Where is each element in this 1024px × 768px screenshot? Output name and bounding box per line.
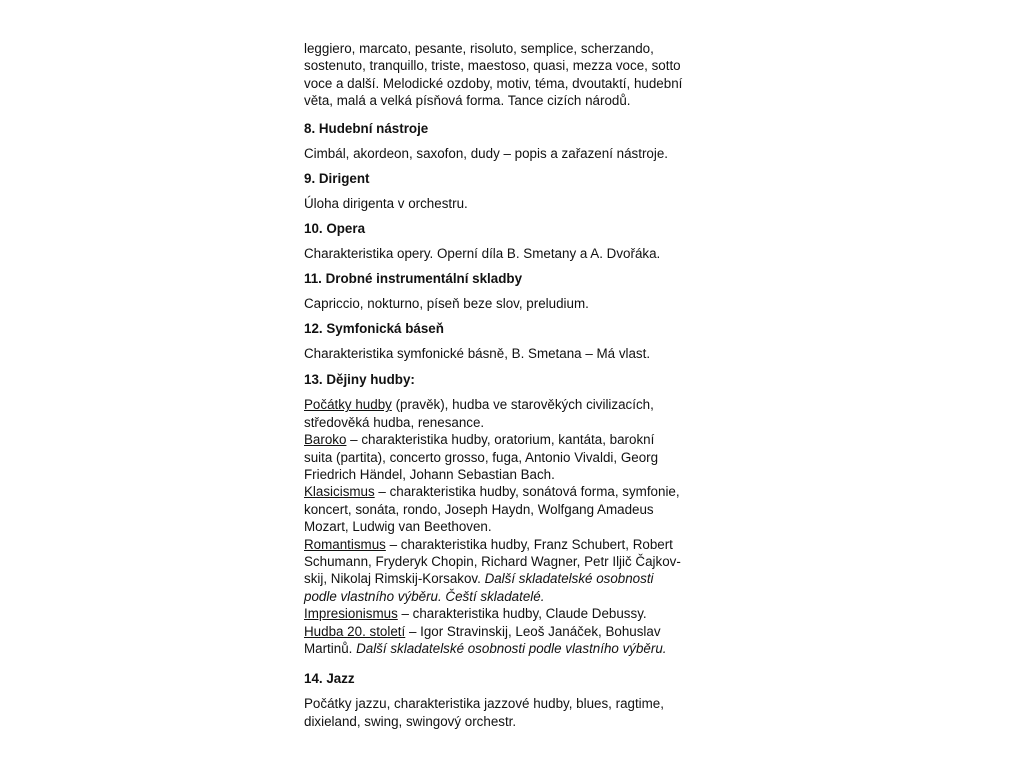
italic-note: Další skladatelské osobnosti [484,571,654,587]
history-romantismus [304,536,724,553]
period-term: Romantismus [304,536,386,552]
history-pocatky [304,396,724,413]
section-heading: 13. Dějiny hudby: [304,372,415,387]
section-text: Charakteristika symfonické básně, B. Smetana – Má vlast. [304,346,651,362]
text-line: Mozart, Ludwig van Beethoven. [304,519,492,535]
section-10 [304,220,724,263]
period-text: – charakteristika hudby, Claude Debussy. [397,606,647,622]
section-11 [304,270,724,313]
text-line: sostenuto, tranquillo, triste, maestoso, quasi, mezza voce, sotto [304,58,681,74]
section-heading: 9. Dirigent [304,171,370,186]
period-term: Počátky hudby [304,397,392,413]
history-hudba-20 [304,623,724,640]
text-line [304,640,724,657]
section-heading: 12. Symfonická báseň [304,321,444,336]
section-9 [304,170,724,213]
period-term: Impresionismus [304,606,398,622]
text-line: koncert, sonáta, rondo, Joseph Haydn, Wolfgang Amadeus [304,501,654,517]
text-line: Počátky jazzu, charakteristika jazzové hudby, blues, ragtime, [304,696,664,712]
period-text: – charakteristika hudby, sonátová forma, symfonie, [374,484,680,500]
section-12 [304,320,724,363]
history-impresionismus [304,605,724,622]
text-span: Martinů. [304,641,357,657]
history-klasicismus [304,483,724,500]
period-term: Klasicismus [304,484,375,500]
text-line: Schumann, Fryderyk Chopin, Richard Wagner, Petr Iljič Čajkov- [304,554,681,570]
period-text: (pravěk), hudba ve starověkých civilizacích, [391,397,654,413]
text-line: suita (partita), concerto grosso, fuga, Antonio Vivaldi, Georg [304,449,659,465]
period-term: Baroko [304,432,347,448]
text-span: skij, Nikolaj Rimskij-Korsakov. [304,571,485,587]
text-line: dixieland, swing, swingový orchestr. [304,713,517,729]
text-line: věta, malá a velká písňová forma. Tance cizích národů. [304,93,631,109]
section-heading: 14. Jazz [304,671,355,686]
text-line: leggiero, marcato, pesante, risoluto, semplice, scherzando, [304,41,654,56]
period-text: – charakteristika hudby, oratorium, kantáta, barokní [346,432,655,448]
section-heading: 11. Drobné instrumentální skladby [304,271,523,286]
period-term: Hudba 20. století [304,623,406,639]
history-list [304,396,724,657]
section-text: Úloha dirigenta v orchestru. [304,196,468,212]
section-8 [304,120,724,163]
period-text: – Igor Stravinskij, Leoš Janáček, Bohuslav [405,623,661,639]
text-line: Friedrich Händel, Johann Sebastian Bach. [304,467,555,483]
period-text: – charakteristika hudby, Franz Schubert, Robert [385,536,673,552]
text-line: voce a další. Melodické ozdoby, motiv, téma, dvoutaktí, hudební [304,75,683,91]
section-text: Charakteristika opery. Operní díla B. Smetany a A. Dvořáka. [304,246,661,262]
section-heading: 10. Opera [304,221,366,236]
section-heading: 8. Hudební nástroje [304,121,429,136]
history-baroko [304,431,724,448]
section-14 [304,670,724,730]
intro-paragraph [304,40,724,110]
text-line: středověká hudba, renesance. [304,414,485,430]
section-13 [304,371,724,658]
section-text: Cimbál, akordeon, saxofon, dudy – popis a zařazení nástroje. [304,146,668,162]
section-text: Capriccio, nokturno, píseň beze slov, preludium. [304,296,589,312]
italic-note: podle vlastního výběru. Čeští skladatelé. [304,588,545,604]
italic-note: Další skladatelské osobnosti podle vlastního výběru. [356,641,667,657]
text-line [304,570,724,587]
